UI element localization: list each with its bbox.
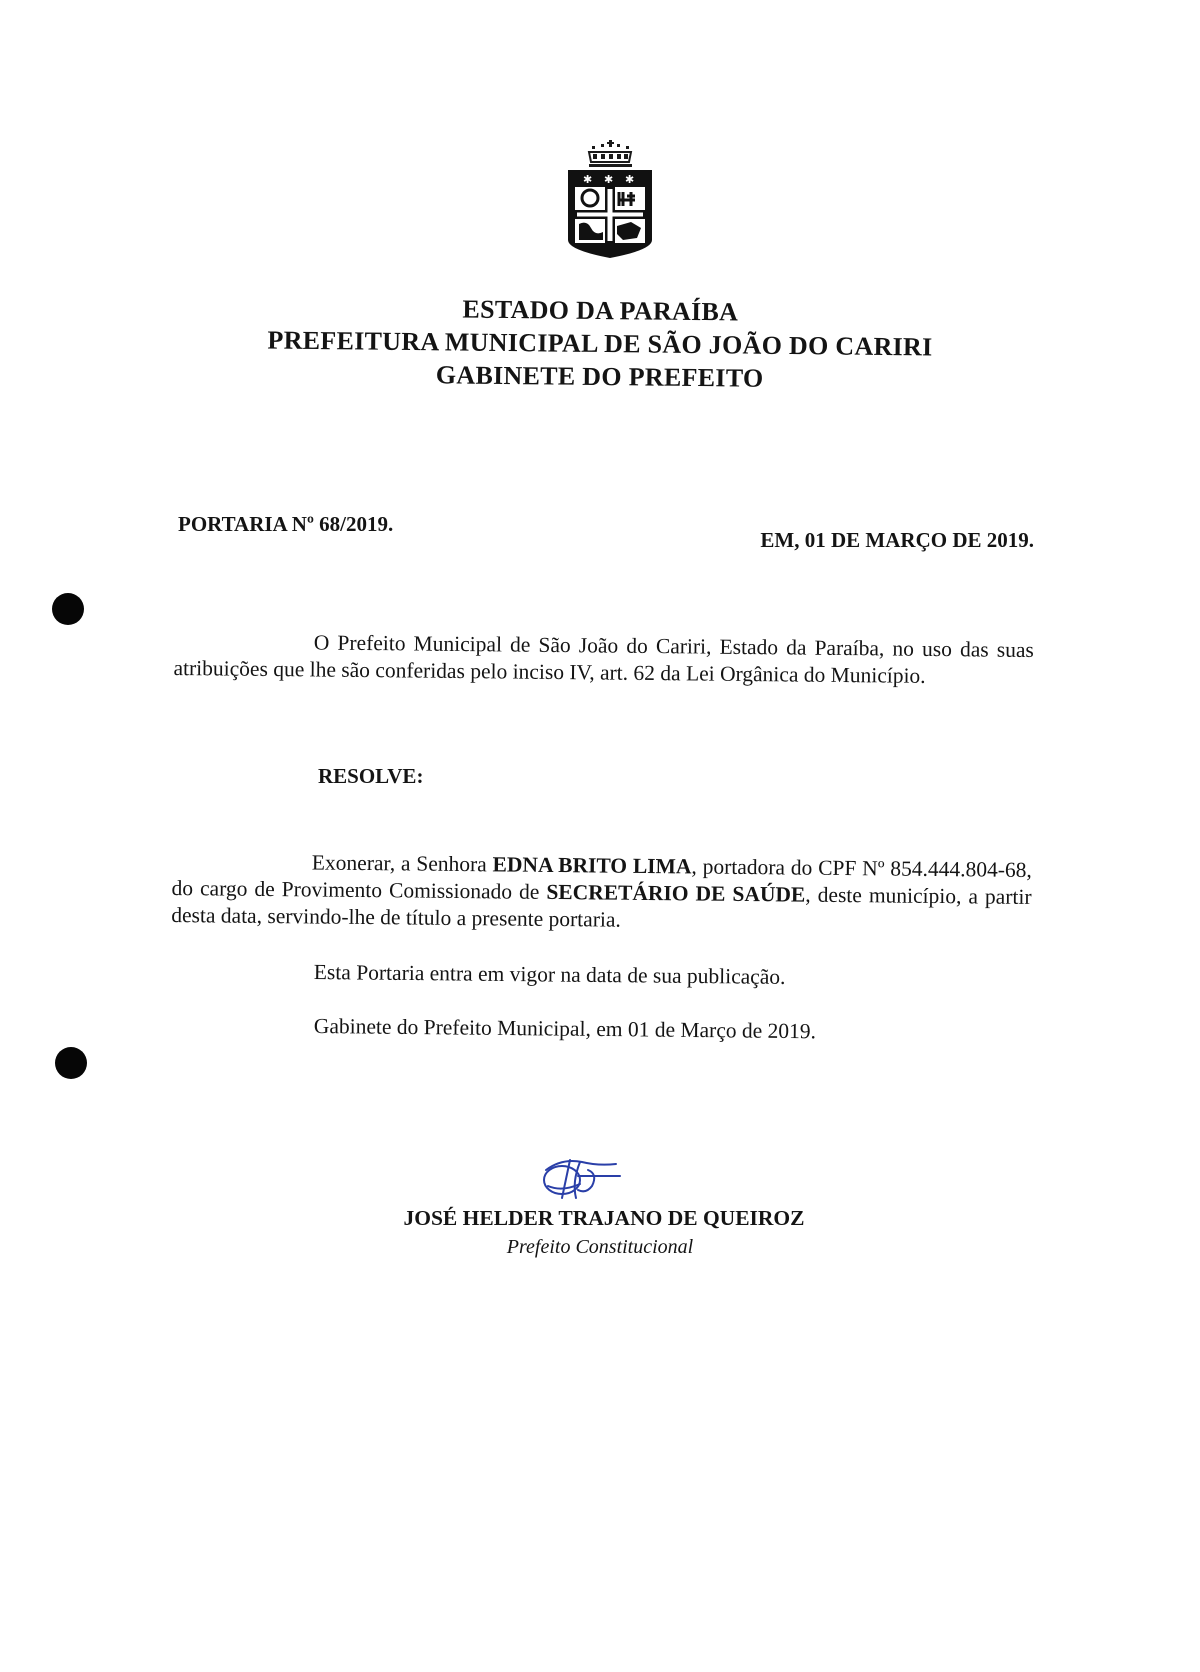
letterhead: [0, 288, 1200, 400]
signer-title: Prefeito Constitucional: [506, 1236, 694, 1258]
portaria-number: PORTARIA Nº 68/2019.: [178, 512, 394, 536]
header-municipality: PREFEITURA MUNICIPAL DE SÃO JOÃO DO CARIRI: [267, 325, 933, 362]
closing-line: Gabinete do Prefeito Municipal, em 01 de Março de 2019.: [313, 1014, 817, 1044]
effective-clause: Esta Portaria entra em vigor na data de sua publicação.: [313, 960, 786, 989]
resolve-heading: RESOLVE:: [318, 764, 424, 788]
coat-of-arms-emblem: [565, 140, 655, 262]
preamble-paragraph: [173, 628, 1034, 691]
svg-text:✱: ✱: [604, 173, 614, 186]
svg-text:✱: ✱: [625, 173, 635, 186]
header-office: GABINETE DO PREFEITO: [435, 360, 764, 393]
handwritten-signature: [532, 1152, 622, 1204]
person-name: EDNA BRITO LIMA: [492, 852, 692, 879]
article-paragraph: [171, 848, 1032, 938]
header-state: ESTADO DA PARAÍBA: [462, 294, 739, 327]
article-mid: , portadora do CPF Nº 854.444.804-68, do cargo de Provimento Comissionado de: [171, 854, 1032, 904]
portaria-date: EM, 01 DE MARÇO DE 2019.: [760, 528, 1034, 552]
preamble-text: O Prefeito Municipal de São João do Cariri, Estado da Paraíba, no uso das suas atribuições que lhe são conferidas pelo inciso IV, art. 62 da Lei Orgânica do Município.: [173, 630, 1034, 688]
article-intro: Exonerar, a Senhora: [311, 850, 487, 877]
position-title: SECRETÁRIO DE SAÚDE: [546, 879, 806, 907]
signer-name: JOSÉ HELDER TRAJANO DE QUEIROZ: [403, 1206, 805, 1230]
punch-hole: [55, 1047, 87, 1079]
svg-text:✱: ✱: [583, 173, 593, 186]
article-end: , deste município, a partir desta data, servindo-lhe de título a presente portaria.: [171, 882, 1032, 932]
punch-hole: [52, 593, 84, 625]
